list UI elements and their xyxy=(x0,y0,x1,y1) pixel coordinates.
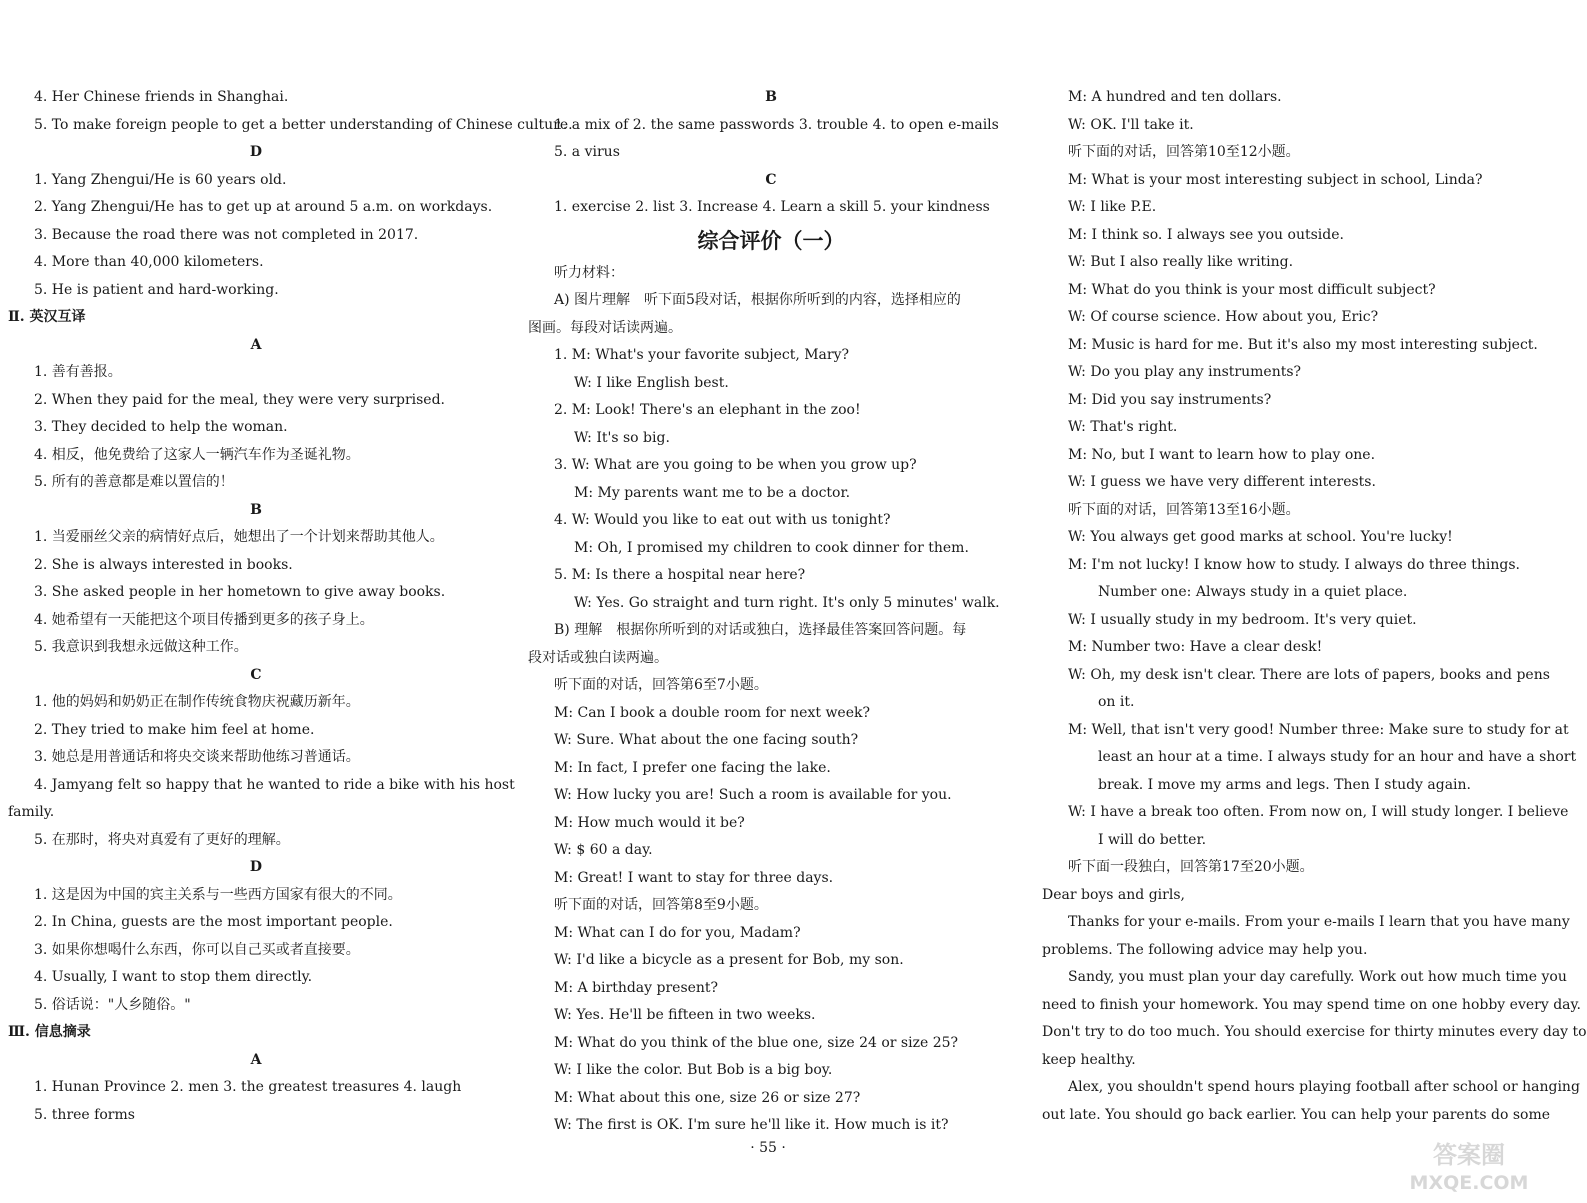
text-line: W: The first is OK. I'm sure he'll like it. How much is it? xyxy=(554,1117,949,1133)
section-title: 综合评价（一） xyxy=(697,228,845,253)
text-line: W: Of course science. How about you, Eric? xyxy=(1068,309,1379,325)
text-line: M: What can I do for you, Madam? xyxy=(554,924,801,941)
text-line: W: Oh, my desk isn't clear. There are lots of papers, books and pens xyxy=(1068,666,1550,683)
text-line: W: I like P.E. xyxy=(1068,199,1157,215)
text-line: Sandy, you must plan your day carefully. Work out how much time you xyxy=(1068,969,1567,985)
text-line: 5. 我意识到我想永远做这种工作。 xyxy=(34,639,248,655)
text-line: W: Yes. Go straight and turn right. It's only 5 minutes' walk. xyxy=(574,594,1000,611)
text-line: 4. Jamyang felt so happy that he wanted to ride a bike with his host xyxy=(34,776,515,793)
text-line: 5. 俗话说："人乡随俗。" xyxy=(34,996,191,1013)
text-line: W: I guess we have very different interests. xyxy=(1068,474,1376,490)
text-line: W: Sure. What about the one facing south? xyxy=(554,732,859,748)
text-line: M: How much would it be? xyxy=(554,814,745,831)
text-line: 5. To make foreign people to get a better understanding of Chinese culture. xyxy=(34,116,573,133)
text-line: M: A hundred and ten dollars. xyxy=(1068,89,1282,105)
text-line: keep healthy. xyxy=(1042,1051,1136,1068)
text-line: on it. xyxy=(1098,694,1135,710)
text-line: M: Did you say instruments? xyxy=(1068,391,1272,408)
text-line: 2. She is always interested in books. xyxy=(34,556,293,573)
text-line: out late. You should go back earlier. You can help your parents do some xyxy=(1042,1106,1550,1123)
text-line: need to finish your homework. You may spend time on one hobby every day. xyxy=(1042,996,1581,1013)
section-heading: Ⅱ. 英汉互译 xyxy=(8,309,86,325)
section-letter: A xyxy=(250,1051,262,1068)
text-line: Don't try to do too much. You should exercise for thirty minutes every day to xyxy=(1042,1024,1587,1040)
text-line: 3. Because the road there was not completed in 2017. xyxy=(34,226,419,243)
text-line: W: Do you play any instruments? xyxy=(1068,364,1302,380)
text-line: M: What is your most interesting subject in school, Linda? xyxy=(1068,171,1483,188)
text-line: 段对话或独白读两遍。 xyxy=(528,649,668,666)
text-line: break. I move my arms and legs. Then I study again. xyxy=(1098,776,1472,793)
right-column xyxy=(1042,84,1587,1129)
text-line: 听下面的对话，回答第13至16小题。 xyxy=(1068,501,1300,518)
text-line: M: I think so. I always see you outside. xyxy=(1068,226,1344,243)
text-line: least an hour at a time. I always study for an hour and have a short xyxy=(1098,749,1577,765)
section-letter: B xyxy=(765,89,777,105)
text-line: M: My parents want me to be a doctor. xyxy=(574,484,851,501)
text-line: M: Great! I want to stay for three days. xyxy=(554,869,834,886)
text-line: W: I have a break too often. From now on, I will study longer. I believe xyxy=(1068,804,1569,820)
text-line: M: No, but I want to learn how to play one. xyxy=(1068,446,1376,463)
section-letter: C xyxy=(765,171,777,188)
text-line: 1. exercise 2. list 3. Increase 4. Learn a skill 5. your kindness xyxy=(554,199,990,215)
text-line: 听力材料： xyxy=(554,264,624,281)
section-heading: Ⅲ. 信息摘录 xyxy=(8,1024,91,1040)
text-line: 听下面一段独白，回答第17至20小题。 xyxy=(1068,859,1314,875)
text-line: W: I like English best. xyxy=(574,374,729,391)
text-line: M: A birthday present? xyxy=(554,979,719,996)
text-line: W: Yes. He'll be fifteen in two weeks. xyxy=(554,1007,816,1023)
text-line: 1. 这是因为中国的宾主关系与一些西方国家有很大的不同。 xyxy=(34,886,402,903)
text-line: 1. 当爱丽丝父亲的病情好点后，她想出了一个计划来帮助其他人。 xyxy=(34,529,444,545)
text-line: 5. 所有的善意都是难以置信的！ xyxy=(34,474,234,490)
left-column xyxy=(8,84,573,1129)
text-line: M: In fact, I prefer one facing the lake. xyxy=(554,759,831,776)
text-line: 1. 他的妈妈和奶奶正在制作传统食物庆祝藏历新年。 xyxy=(34,694,360,710)
text-line: W: You always get good marks at school. You're lucky! xyxy=(1068,529,1453,545)
middle-column xyxy=(528,84,1014,1140)
text-line: 2. Yang Zhengui/He has to get up at around 5 a.m. on workdays. xyxy=(34,199,493,215)
text-line: W: How lucky you are! Such a room is available for you. xyxy=(554,787,952,803)
text-line: M: What about this one, size 26 or size 27? xyxy=(554,1089,861,1106)
text-line: W: It's so big. xyxy=(574,429,670,446)
text-line: W: I'd like a bicycle as a present for Bob, my son. xyxy=(554,952,904,968)
text-line: 4. 她希望有一天能把这个项目传播到更多的孩子身上。 xyxy=(34,611,374,628)
text-line: 2. In China, guests are the most important people. xyxy=(34,914,393,930)
watermark-line1: 答案圈 xyxy=(1433,1141,1505,1169)
text-line: M: What do you think is your most difficult subject? xyxy=(1068,281,1436,298)
page-number: · 55 · xyxy=(750,1140,786,1156)
section-letter: B xyxy=(250,501,262,518)
text-line: 4. 相反，他免费给了这家人一辆汽车作为圣诞礼物。 xyxy=(34,446,360,463)
text-line: 4. W: Would you like to eat out with us tonight? xyxy=(554,512,891,528)
text-line: M: I'm not lucky! I know how to study. I always do three things. xyxy=(1068,556,1521,573)
text-line: 2. They tried to make him feel at home. xyxy=(34,721,315,738)
text-line: problems. The following advice may help you. xyxy=(1042,941,1368,958)
text-line: 1. Yang Zhengui/He is 60 years old. xyxy=(34,171,287,188)
text-line: M: Well, that isn't very good! Number three: Make sure to study for at xyxy=(1068,721,1569,738)
text-line: 听下面的对话，回答第10至12小题。 xyxy=(1068,144,1300,160)
text-line: 3. 她总是用普通话和将央交谈来帮助他练习普通话。 xyxy=(34,749,360,765)
text-line: family. xyxy=(8,804,55,820)
text-line: W: I usually study in my bedroom. It's very quiet. xyxy=(1068,611,1417,628)
text-line: 1. Hunan Province 2. men 3. the greatest treasures 4. laugh xyxy=(34,1079,462,1095)
text-line: 3. They decided to help the woman. xyxy=(34,419,288,435)
text-line: W: $ 60 a day. xyxy=(554,842,653,858)
text-line: 1. M: What's your favorite subject, Mary? xyxy=(554,347,850,363)
text-line: W: But I also really like writing. xyxy=(1068,254,1294,270)
text-line: 3. 如果你想喝什么东西，你可以自己买或者直接要。 xyxy=(34,941,360,958)
text-line: 3. W: What are you going to be when you grow up? xyxy=(554,457,917,473)
text-line: 5. M: Is there a hospital near here? xyxy=(554,567,806,583)
text-line: 2. M: Look! There's an elephant in the zoo! xyxy=(554,402,861,418)
text-line: Alex, you shouldn't spend hours playing football after school or hanging xyxy=(1068,1079,1580,1095)
text-line: 听下面的对话，回答第6至7小题。 xyxy=(554,677,768,693)
text-line: W: I like the color. But Bob is a big boy. xyxy=(554,1062,833,1078)
text-line: M: Number two: Have a clear desk! xyxy=(1068,639,1323,655)
text-line: Number one: Always study in a quiet place. xyxy=(1098,584,1408,600)
text-line: 4. Usually, I want to stop them directly. xyxy=(34,969,313,985)
text-line: M: Music is hard for me. But it's also my most interesting subject. xyxy=(1068,336,1538,353)
text-line: I will do better. xyxy=(1098,831,1207,848)
text-line: 1. 善有善报。 xyxy=(34,364,122,380)
text-line: M: Can I book a double room for next week? xyxy=(554,704,870,721)
text-line: M: What do you think of the blue one, size 24 or size 25? xyxy=(554,1034,959,1051)
text-line: 5. 在那时，将央对真爱有了更好的理解。 xyxy=(34,831,290,848)
text-line: W: OK. I'll take it. xyxy=(1068,116,1194,133)
text-line: 4. Her Chinese friends in Shanghai. xyxy=(34,89,289,105)
text-line: B) 理解 根据你所听到的对话或独白，选择最佳答案回答问题。每 xyxy=(554,622,967,638)
text-line: 4. More than 40,000 kilometers. xyxy=(34,254,264,270)
text-line: 5. He is patient and hard-working. xyxy=(34,281,279,298)
text-line: A) 图片理解 听下面5段对话，根据你所听到的内容，选择相应的 xyxy=(554,292,961,308)
section-letter: A xyxy=(250,336,262,353)
section-letter: D xyxy=(249,144,263,160)
text-line: Thanks for your e-mails. From your e-mails I learn that you have many xyxy=(1068,914,1570,930)
watermark-logo xyxy=(1410,1135,1528,1197)
text-line: 5. a virus xyxy=(554,144,620,160)
section-letter: C xyxy=(250,666,262,683)
watermark-line2: MXQE.COM xyxy=(1409,1172,1529,1194)
text-line: Dear boys and girls, xyxy=(1042,886,1185,903)
text-line: 图画。每段对话读两遍。 xyxy=(528,319,682,336)
text-line: 3. She asked people in her hometown to give away books. xyxy=(34,584,446,600)
text-line: M: Oh, I promised my children to cook dinner for them. xyxy=(574,539,969,556)
text-line: 5. three forms xyxy=(34,1106,135,1123)
text-line: 听下面的对话，回答第8至9小题。 xyxy=(554,897,768,913)
text-line: 2. When they paid for the meal, they were very surprised. xyxy=(34,391,446,408)
text-line: W: That's right. xyxy=(1068,419,1178,435)
text-line: 1. a mix of 2. the same passwords 3. trouble 4. to open e-mails xyxy=(554,116,999,133)
section-letter: D xyxy=(249,859,263,875)
